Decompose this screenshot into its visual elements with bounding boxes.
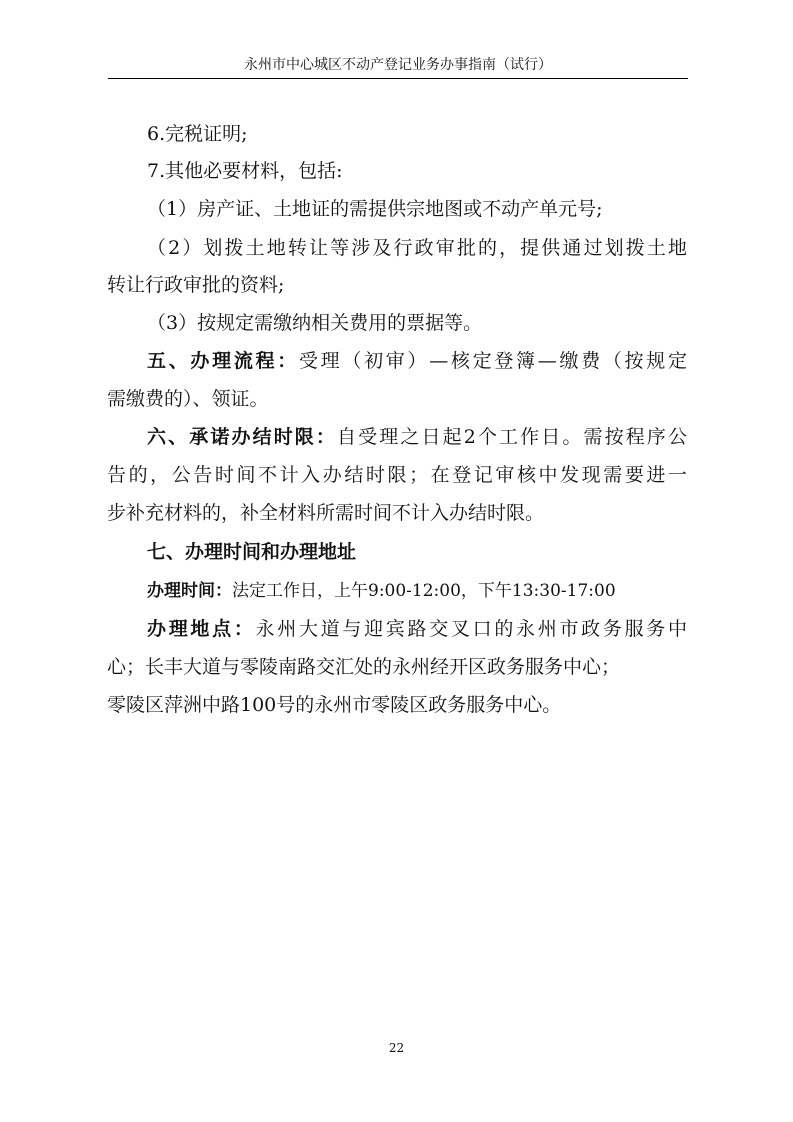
page-header: 永州市中心城区不动产登记业务办事指南（试行） bbox=[244, 57, 552, 73]
section-6-line-3: 步补充材料的，补全材料所需时间不计入办结时限。 bbox=[107, 502, 545, 524]
header-rule bbox=[108, 78, 688, 79]
item-7: 7.其他必要材料，包括: bbox=[147, 160, 343, 182]
sub-item-3: （3）按规定需缴纳相关费用的票据等。 bbox=[147, 312, 483, 334]
section-6-line-1 bbox=[147, 425, 687, 449]
address-line-1 bbox=[147, 617, 687, 641]
section-5-line-1 bbox=[147, 349, 687, 373]
section-5-text: 受理（初审）—核定登簿—缴费（按规定 bbox=[298, 350, 687, 372]
sub-item-2-line-1: （2）划拨土地转让等涉及行政审批的，提供通过划拨土地 bbox=[147, 237, 687, 259]
office-hours-line bbox=[147, 579, 616, 603]
section-6-heading: 六、承诺办结时限： bbox=[147, 426, 338, 448]
section-5-heading: 五、办理流程： bbox=[147, 350, 299, 372]
section-5-line-2: 需缴费的）、领证。 bbox=[107, 388, 269, 410]
address-text: 永州大道与迎宾路交叉口的永州市政务服务中 bbox=[255, 618, 687, 640]
item-6: 6.完税证明; bbox=[147, 123, 248, 145]
address-label: 办理地点： bbox=[147, 618, 256, 640]
sub-item-1: （1）房产证、土地证的需提供宗地图或不动产单元号; bbox=[147, 198, 603, 220]
page-number: 22 bbox=[388, 1041, 405, 1055]
address-line-3: 零陵区萍洲中路100号的永州市零陵区政务服务中心。 bbox=[107, 694, 562, 716]
office-hours-label: 办理时间： bbox=[147, 581, 232, 601]
office-hours-text: 法定工作日，上午9:00-12:00，下午13:30-17:00 bbox=[232, 581, 616, 601]
section-7-heading: 七、办理时间和办理地址 bbox=[147, 541, 357, 563]
address-line-2: 心；长丰大道与零陵南路交汇处的永州经开区政务服务中心； bbox=[107, 656, 621, 678]
sub-item-2-line-2: 转让行政审批的资料; bbox=[107, 274, 285, 296]
section-6-line-2: 告的，公告时间不计入办结时限；在登记审核中发现需要进一 bbox=[107, 464, 687, 486]
section-6-text: 自受理之日起2个工作日。需按程序公 bbox=[337, 426, 687, 448]
